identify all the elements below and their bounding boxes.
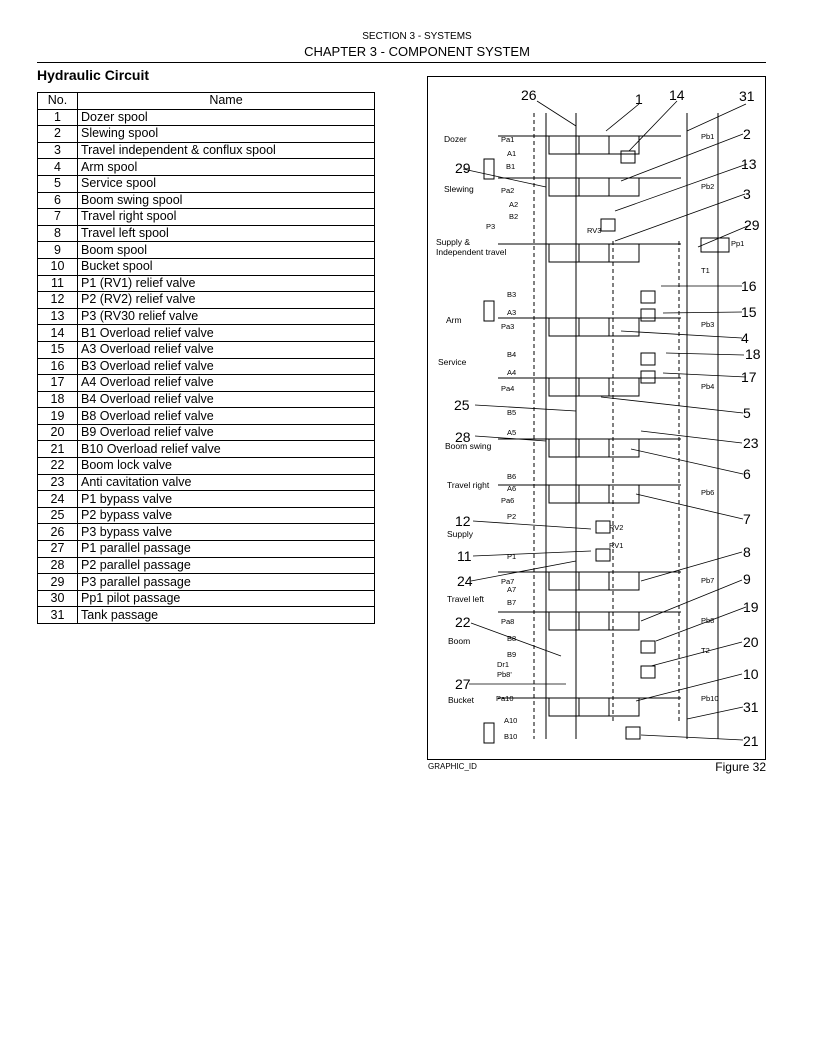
port-label: A6 bbox=[507, 484, 517, 493]
relief-valve bbox=[621, 151, 635, 163]
row-number: 24 bbox=[38, 491, 78, 508]
port-label: B6 bbox=[507, 472, 517, 481]
port-label: P1 bbox=[507, 552, 517, 561]
port-label: T2 bbox=[701, 646, 710, 655]
port-label: RV1 bbox=[609, 541, 624, 550]
row-number: 21 bbox=[38, 441, 78, 458]
spool-block bbox=[549, 612, 639, 630]
port-label: A4 bbox=[507, 368, 517, 377]
row-name: P2 parallel passage bbox=[78, 557, 375, 574]
table-header-row bbox=[38, 93, 375, 110]
section-label: Dozer bbox=[444, 134, 467, 144]
row-number: 27 bbox=[38, 541, 78, 558]
hydraulic-circuit-figure bbox=[427, 76, 766, 760]
callout-number: 23 bbox=[743, 435, 759, 451]
port-label: Pa3 bbox=[501, 322, 515, 331]
port-label: A5 bbox=[507, 428, 517, 437]
section-label: Bucket bbox=[448, 695, 474, 705]
table-row bbox=[38, 308, 375, 325]
port-label: B4 bbox=[507, 350, 517, 359]
section-label: Supply bbox=[447, 529, 473, 539]
leader-line bbox=[601, 397, 743, 413]
table-row bbox=[38, 358, 375, 375]
header-rule bbox=[37, 62, 766, 63]
leader-line bbox=[615, 164, 747, 211]
row-number: 31 bbox=[38, 607, 78, 624]
port-label: Pa6 bbox=[501, 496, 515, 505]
port-label: Pa2 bbox=[501, 186, 515, 195]
row-number: 25 bbox=[38, 507, 78, 524]
section-label: Boom bbox=[448, 636, 471, 646]
table-row bbox=[38, 507, 375, 524]
port-label: B7 bbox=[507, 598, 517, 607]
section-label: Independent travel bbox=[436, 247, 507, 257]
table-row bbox=[38, 192, 375, 209]
section-label: Boom swing bbox=[445, 441, 492, 451]
leader-line bbox=[641, 431, 742, 443]
row-number: 29 bbox=[38, 574, 78, 591]
row-name: P1 parallel passage bbox=[78, 541, 375, 558]
row-name: Boom swing spool bbox=[78, 192, 375, 209]
callout-number: 15 bbox=[741, 304, 757, 320]
port-label: A1 bbox=[507, 149, 517, 158]
callout-number: 31 bbox=[739, 88, 755, 104]
table-row bbox=[38, 474, 375, 491]
circuit-diagram bbox=[428, 77, 767, 761]
port-label: A2 bbox=[509, 200, 519, 209]
table-row bbox=[38, 292, 375, 309]
row-number: 16 bbox=[38, 358, 78, 375]
relief-valve bbox=[641, 666, 655, 678]
section-label: Service bbox=[438, 357, 467, 367]
row-number: 14 bbox=[38, 325, 78, 342]
table-row bbox=[38, 441, 375, 458]
port-label: B2 bbox=[509, 212, 519, 221]
callout-number: 5 bbox=[743, 405, 751, 421]
callout-number: 2 bbox=[743, 126, 751, 142]
row-number: 3 bbox=[38, 142, 78, 159]
port-label: RV3 bbox=[587, 226, 602, 235]
table-row bbox=[38, 375, 375, 392]
port-label: B1 bbox=[506, 162, 516, 171]
row-number: 20 bbox=[38, 424, 78, 441]
port-label: Pp1 bbox=[731, 239, 745, 248]
callout-number: 12 bbox=[455, 513, 471, 529]
section-label: Supply & bbox=[436, 237, 471, 247]
spool-block bbox=[549, 485, 639, 503]
row-name: Arm spool bbox=[78, 159, 375, 176]
row-number: 22 bbox=[38, 458, 78, 475]
callout-number: 25 bbox=[454, 397, 470, 413]
row-name: P3 bypass valve bbox=[78, 524, 375, 541]
port-label: Pb6 bbox=[701, 488, 715, 497]
relief-valve bbox=[596, 521, 610, 533]
leader-line bbox=[537, 101, 576, 126]
row-name: A4 Overload relief valve bbox=[78, 375, 375, 392]
relief-valve bbox=[641, 309, 655, 321]
row-name: Service spool bbox=[78, 175, 375, 192]
page-title: Hydraulic Circuit bbox=[37, 67, 150, 83]
port-label: A7 bbox=[507, 585, 517, 594]
port-label: B9 bbox=[507, 650, 517, 659]
row-name: B8 Overload relief valve bbox=[78, 408, 375, 425]
row-name: Boom spool bbox=[78, 242, 375, 259]
port-label: B3 bbox=[507, 290, 517, 299]
row-number: 4 bbox=[38, 159, 78, 176]
table-row bbox=[38, 159, 375, 176]
relief-valve bbox=[641, 371, 655, 383]
leader-line bbox=[473, 551, 591, 556]
table-row bbox=[38, 391, 375, 408]
callout-number: 1 bbox=[635, 91, 643, 107]
table-row bbox=[38, 541, 375, 558]
row-number: 26 bbox=[38, 524, 78, 541]
callout-number: 13 bbox=[741, 156, 757, 172]
callout-number: 10 bbox=[743, 666, 759, 682]
relief-valve bbox=[601, 219, 615, 231]
row-number: 1 bbox=[38, 109, 78, 126]
port-label: Pb8 bbox=[701, 616, 715, 625]
row-name: Travel right spool bbox=[78, 209, 375, 226]
section-label: Travel right bbox=[447, 480, 490, 490]
port-label: A3 bbox=[507, 308, 517, 317]
callout-number: 9 bbox=[743, 571, 751, 587]
callout-number: 7 bbox=[743, 511, 751, 527]
row-name: A3 Overload relief valve bbox=[78, 341, 375, 358]
table-row bbox=[38, 209, 375, 226]
port-label: P3 bbox=[486, 222, 496, 231]
leader-line bbox=[606, 104, 639, 131]
table-row bbox=[38, 341, 375, 358]
leader-line bbox=[473, 521, 591, 529]
port-label: Pb3 bbox=[701, 320, 715, 329]
callout-number: 24 bbox=[457, 573, 473, 589]
row-name: P3 parallel passage bbox=[78, 574, 375, 591]
table-row bbox=[38, 242, 375, 259]
leader-line bbox=[641, 580, 742, 621]
port-label: Pa1 bbox=[501, 135, 515, 144]
row-number: 9 bbox=[38, 242, 78, 259]
row-name: Boom lock valve bbox=[78, 458, 375, 475]
table-row bbox=[38, 142, 375, 159]
row-name: P2 (RV2) relief valve bbox=[78, 292, 375, 309]
row-number: 6 bbox=[38, 192, 78, 209]
callout-number: 21 bbox=[743, 733, 759, 749]
spool-block bbox=[549, 439, 639, 457]
port-label: Pa7 bbox=[501, 577, 515, 586]
row-number: 19 bbox=[38, 408, 78, 425]
port-label: B10 bbox=[504, 732, 518, 741]
port-label: B5 bbox=[507, 408, 517, 417]
port-label: Dr1 bbox=[497, 660, 510, 669]
leader-line bbox=[641, 552, 742, 581]
relief-valve bbox=[641, 353, 655, 365]
port-label: Pa8 bbox=[501, 617, 515, 626]
leader-line bbox=[666, 353, 744, 355]
section-label: Slewing bbox=[444, 184, 474, 194]
callout-number: 18 bbox=[745, 346, 761, 362]
row-number: 8 bbox=[38, 225, 78, 242]
callout-number: 6 bbox=[743, 466, 751, 482]
callout-number: 3 bbox=[743, 186, 751, 202]
row-name: B3 Overload relief valve bbox=[78, 358, 375, 375]
row-name: Dozer spool bbox=[78, 109, 375, 126]
leader-line bbox=[629, 101, 677, 151]
row-number: 11 bbox=[38, 275, 78, 292]
callout-number: 29 bbox=[455, 160, 471, 176]
port-label: Pa4 bbox=[501, 384, 515, 393]
table-row bbox=[38, 607, 375, 624]
callout-number: 22 bbox=[455, 614, 471, 630]
row-name: Anti cavitation valve bbox=[78, 474, 375, 491]
row-name: P1 bypass valve bbox=[78, 491, 375, 508]
callout-number: 29 bbox=[744, 217, 760, 233]
port-label: Pa10 bbox=[496, 694, 514, 703]
port-label: Pb1 bbox=[701, 132, 715, 141]
graphic-id: GRAPHIC_ID bbox=[428, 762, 477, 771]
spool-block bbox=[549, 378, 639, 396]
row-number: 13 bbox=[38, 308, 78, 325]
port-label: RV2 bbox=[609, 523, 624, 532]
row-name: Bucket spool bbox=[78, 258, 375, 275]
row-name: Travel left spool bbox=[78, 225, 375, 242]
callout-number: 4 bbox=[741, 330, 749, 346]
table-row bbox=[38, 408, 375, 425]
leader-line bbox=[475, 405, 576, 411]
table-row bbox=[38, 109, 375, 126]
row-number: 23 bbox=[38, 474, 78, 491]
table-row bbox=[38, 590, 375, 607]
leader-line bbox=[663, 312, 742, 313]
table-row bbox=[38, 524, 375, 541]
spool-block bbox=[549, 318, 639, 336]
table-row bbox=[38, 275, 375, 292]
table-row bbox=[38, 325, 375, 342]
relief-valve bbox=[626, 727, 640, 739]
row-number: 2 bbox=[38, 126, 78, 143]
row-number: 7 bbox=[38, 209, 78, 226]
callout-number: 20 bbox=[743, 634, 759, 650]
spool-block bbox=[549, 178, 639, 196]
row-number: 12 bbox=[38, 292, 78, 309]
section-label: Arm bbox=[446, 315, 462, 325]
section-label: Travel left bbox=[447, 594, 485, 604]
row-number: 28 bbox=[38, 557, 78, 574]
spool-block bbox=[549, 572, 639, 590]
row-name: Slewing spool bbox=[78, 126, 375, 143]
row-name: Travel independent & conflux spool bbox=[78, 142, 375, 159]
table-row bbox=[38, 557, 375, 574]
row-name: Pp1 pilot passage bbox=[78, 590, 375, 607]
row-name: P3 (RV30 relief valve bbox=[78, 308, 375, 325]
port-label: Pb8' bbox=[497, 670, 512, 679]
leader-line bbox=[663, 373, 746, 377]
cylinder-symbol bbox=[484, 159, 494, 179]
table-row bbox=[38, 258, 375, 275]
table-row bbox=[38, 424, 375, 441]
cylinder-symbol bbox=[484, 301, 494, 321]
leader-line bbox=[651, 642, 742, 666]
table-row bbox=[38, 225, 375, 242]
leader-line bbox=[636, 494, 743, 519]
callout-number: 11 bbox=[457, 548, 472, 564]
row-number: 18 bbox=[38, 391, 78, 408]
row-name: B9 Overload relief valve bbox=[78, 424, 375, 441]
leader-line bbox=[687, 707, 743, 719]
port-label: Pb7 bbox=[701, 576, 715, 585]
table-row bbox=[38, 574, 375, 591]
port-label: Pb10 bbox=[701, 694, 719, 703]
leader-line bbox=[471, 561, 576, 581]
port-label: T1 bbox=[701, 266, 710, 275]
callout-number: 8 bbox=[743, 544, 751, 560]
callout-number: 14 bbox=[669, 87, 685, 103]
row-name: P2 bypass valve bbox=[78, 507, 375, 524]
row-name: P1 (RV1) relief valve bbox=[78, 275, 375, 292]
callout-number: 31 bbox=[743, 699, 759, 715]
column-header-no: No. bbox=[38, 93, 78, 110]
callout-number: 27 bbox=[455, 676, 471, 692]
row-number: 10 bbox=[38, 258, 78, 275]
port-label: Pb4 bbox=[701, 382, 715, 391]
row-number: 15 bbox=[38, 341, 78, 358]
table-row bbox=[38, 126, 375, 143]
callout-number: 16 bbox=[741, 278, 757, 294]
chapter-header: CHAPTER 3 - COMPONENT SYSTEM bbox=[304, 44, 530, 59]
row-name: Tank passage bbox=[78, 607, 375, 624]
spool-block bbox=[549, 698, 639, 716]
relief-valve bbox=[596, 549, 610, 561]
row-name: B1 Overload relief valve bbox=[78, 325, 375, 342]
relief-valve bbox=[641, 291, 655, 303]
cylinder-symbol bbox=[484, 723, 494, 743]
port-label: P2 bbox=[507, 512, 517, 521]
row-number: 17 bbox=[38, 375, 78, 392]
row-name: B4 Overload relief valve bbox=[78, 391, 375, 408]
table-row bbox=[38, 491, 375, 508]
port-label: A10 bbox=[504, 716, 518, 725]
port-label: Pb2 bbox=[701, 182, 715, 191]
relief-valve bbox=[641, 641, 655, 653]
row-name: B10 Overload relief valve bbox=[78, 441, 375, 458]
leader-line bbox=[641, 735, 743, 740]
row-number: 30 bbox=[38, 590, 78, 607]
callout-number: 26 bbox=[521, 87, 537, 103]
callout-number: 28 bbox=[455, 429, 471, 445]
leader-line bbox=[615, 194, 745, 241]
table-row bbox=[38, 458, 375, 475]
port-label: B8 bbox=[507, 634, 517, 643]
callout-number: 17 bbox=[741, 369, 757, 385]
row-number: 5 bbox=[38, 175, 78, 192]
leader-line bbox=[687, 104, 746, 131]
section-header: SECTION 3 - SYSTEMS bbox=[362, 31, 472, 42]
callout-number: 19 bbox=[743, 599, 759, 615]
table-row bbox=[38, 175, 375, 192]
column-header-name: Name bbox=[78, 93, 375, 110]
component-table bbox=[37, 92, 375, 624]
spool-block bbox=[549, 244, 639, 262]
figure-caption: Figure 32 bbox=[715, 760, 766, 774]
